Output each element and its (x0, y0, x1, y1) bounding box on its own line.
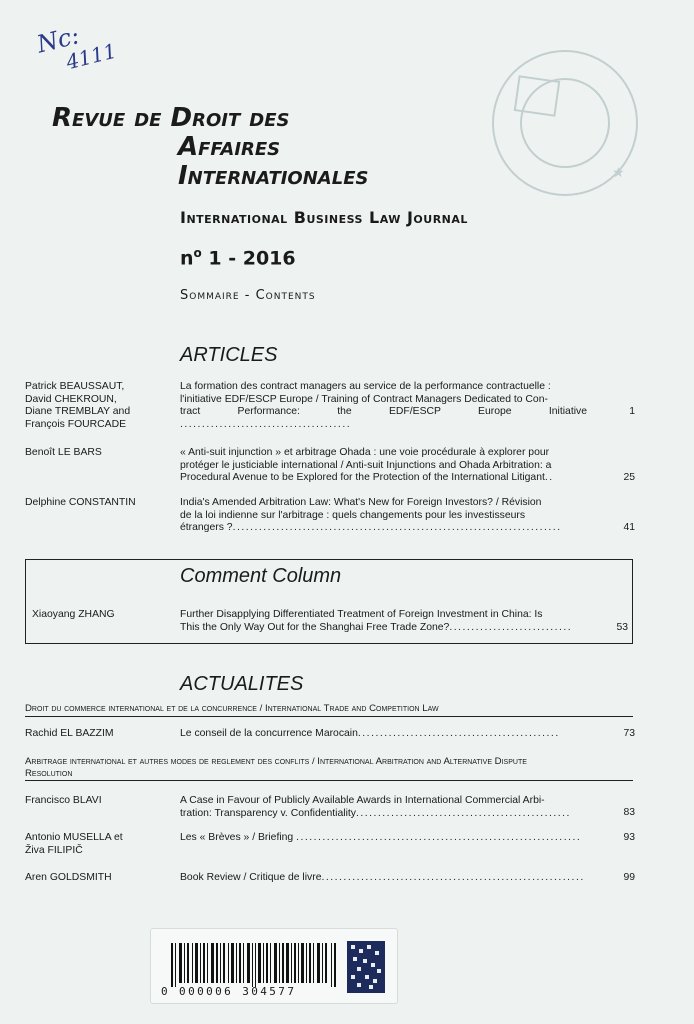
entry-page-number: 53 (616, 622, 628, 633)
dot-leader: ............................ (449, 621, 573, 633)
desc-line: « Anti-suit injunction » et arbitrage Ohada : une voie procédurale à explorer pour (180, 447, 550, 458)
title-line-1: Revue de Droit des (52, 103, 290, 133)
entry-authors (25, 447, 175, 460)
entry-page-number: 25 (623, 472, 635, 483)
dot-leader: ........................................................................... (232, 522, 562, 534)
handwritten-line-1: Nc: (34, 21, 83, 59)
entry-authors: Rachid EL BAZZIM (25, 728, 114, 739)
desc-line: Procedural Avenue to be Explored for the Protection of the International Litigant (180, 472, 545, 484)
entry-page-number: 93 (623, 832, 635, 843)
desc-line: étrangers ? (180, 522, 233, 534)
section-articles: ARTICLES (180, 344, 278, 366)
barcode-sticker (150, 928, 398, 1004)
entry-page-number: 73 (623, 728, 635, 739)
entry-authors: Aren GOLDSMITH (25, 872, 112, 883)
barcode-bars (171, 943, 341, 987)
dot-leader: .............................................. (357, 728, 560, 739)
toc-entry (25, 381, 635, 433)
author-line: Diane TREMBLAY and (25, 406, 131, 418)
handwritten-note (35, 4, 166, 91)
desc-line: India's Amended Arbitration Law: What's New for Foreign Investors? / Révision (180, 497, 542, 508)
author-line: Benoît LE BARS (25, 447, 102, 458)
entry-description (180, 832, 587, 845)
toc-entry (25, 795, 635, 823)
entry-description (180, 497, 587, 535)
author-line: Živa FILIPIČ (25, 844, 83, 856)
entry-page-number: 1 (629, 406, 635, 417)
desc-line: La formation des contract managers au service de la performance contractuelle : (180, 381, 551, 392)
toc-entry (25, 447, 635, 487)
rubric-line: Resolution (25, 767, 73, 779)
library-stamp (492, 50, 638, 196)
desc-line: A Case in Favour of Publicly Available Awards in International Commercial Arbi- (180, 795, 545, 806)
entry-page-number: 41 (623, 522, 635, 533)
toc-entry (25, 832, 635, 860)
stamp-square (514, 75, 561, 116)
desc-line: Further Disapplying Differentiated Treatment of Foreign Investment in China: Is (180, 609, 543, 620)
entry-description (180, 609, 592, 634)
toc-entry (32, 609, 632, 637)
stamp-star-icon: ★ (612, 164, 625, 180)
desc-line: tration: Transparency v. Confidentiality (180, 807, 356, 819)
dot-leader: ................................................................. (296, 832, 582, 843)
toc-entry (25, 497, 635, 537)
desc-line: tract Performance: the EDF/ESCP Europe Initiative (180, 406, 587, 418)
author-line: Antonio MUSELLA et (25, 832, 123, 843)
desc-line: Les « Brèves » / Briefing (180, 832, 294, 843)
dot-leader: .. (544, 472, 554, 484)
author-line: Delphine CONSTANTIN (25, 497, 136, 508)
journal-title (52, 104, 368, 191)
desc-line: l'initiative EDF/ESCP Europe / Training of Contract Managers Dedicated to Con- (180, 393, 548, 405)
desc-line: Book Review / Critique de livre (180, 872, 322, 883)
entry-authors (25, 832, 175, 857)
issue-number (180, 246, 296, 269)
entry-description (180, 795, 587, 820)
entry-authors: Francisco BLAVI (25, 795, 102, 806)
rubric-trade-law: Droit du commerce international et de la concurrence / International Trade and Competition Law (25, 703, 633, 717)
rubric-line: Arbitrage international et autres modes de reglement des conflits / International Arbitration and Alternative Dispute (25, 756, 527, 767)
section-actualites: ACTUALITES (180, 673, 304, 695)
dot-leader: ....................................... (180, 418, 352, 430)
author-line: Patrick BEAUSSAUT, (25, 381, 125, 392)
toc-entry (25, 872, 635, 886)
journal-subtitle: International Business Law Journal (180, 208, 468, 227)
rubric-arbitration (25, 756, 633, 781)
entry-page-number: 83 (623, 807, 635, 818)
entry-description (180, 872, 587, 885)
dot-leader: ................................................. (355, 807, 571, 819)
entry-description (180, 728, 587, 741)
qr-code-icon (347, 941, 385, 993)
desc-line: This the Only Way Out for the Shanghai Free Trade Zone? (180, 621, 450, 633)
section-comment: Comment Column (180, 565, 342, 587)
desc-line: protéger le justiciable international / Anti-suit Injunctions and Ohada Arbitration: a (180, 459, 552, 471)
contents-label: Sommaire - Contents (180, 288, 316, 303)
desc-line: de la loi indienne sur l'arbitrage : quels changements pour les investisseurs (180, 509, 526, 521)
desc-line: Le conseil de la concurrence Marocain (180, 728, 358, 739)
dot-leader: ............................................................ (321, 872, 585, 883)
entry-authors (25, 381, 175, 431)
handwritten-line-2: 4111 (63, 38, 119, 75)
entry-authors: Xiaoyang ZHANG (32, 609, 115, 620)
author-line: David CHEKROUN, (25, 393, 117, 405)
toc-entry (25, 728, 635, 742)
issue-prefix: n (180, 247, 194, 270)
entry-authors (25, 497, 175, 510)
title-line-3: Internationales (178, 161, 369, 191)
entry-description (180, 447, 587, 485)
author-line: François FOURCADE (25, 418, 127, 430)
barcode-digits: 0 000006 304577 (161, 985, 297, 998)
issue-sup: o (193, 246, 202, 260)
issue-value: 1 - 2016 (201, 247, 296, 270)
entry-description (180, 381, 587, 431)
entry-page-number: 99 (623, 872, 635, 883)
title-line-2: Affaires (178, 132, 281, 162)
